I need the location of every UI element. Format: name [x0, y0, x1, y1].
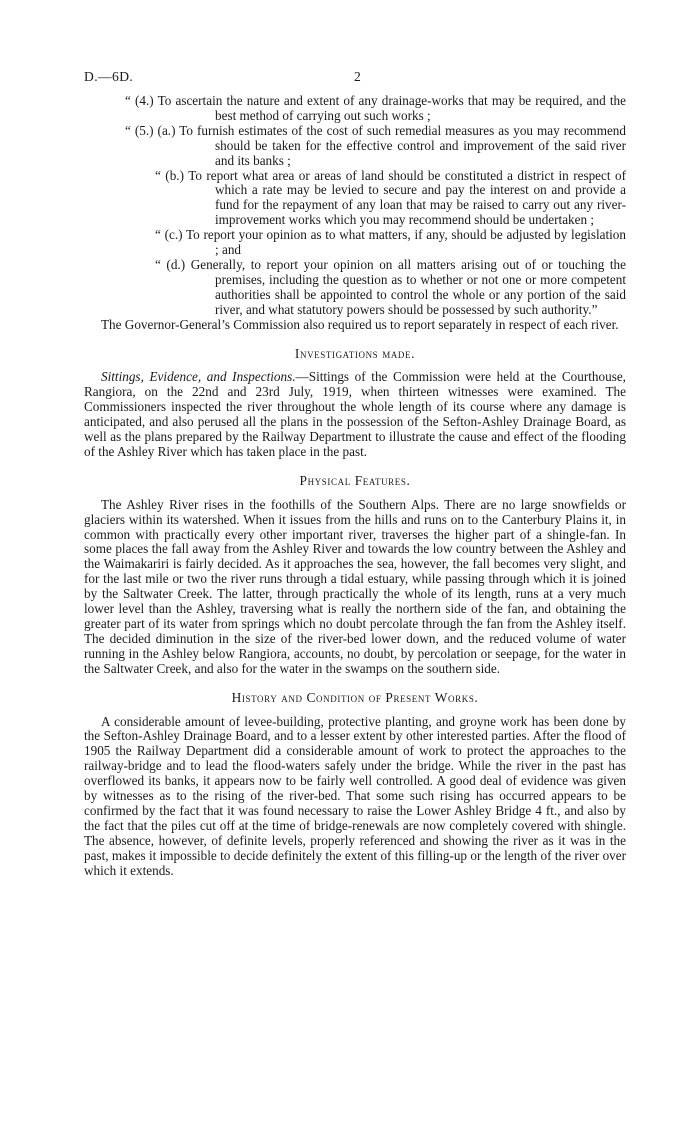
section-heading-investigations: Investigations made. — [294, 345, 416, 361]
item-text: To report what area or areas of land should be constituted a district in respect of which a rate may be levied to secure and pay the interest on and provide a fund for the repayment of any loan that may be raised to carry out any river-improvement works which you may recommend should be undertaken ; — [188, 167, 626, 228]
commission-item-5b — [84, 169, 626, 229]
section-heading-history: History and Condition of Present Works. — [231, 689, 479, 705]
closing-paragraph: The Governor-General’s Commission also required us to report separately in respect of each river. — [101, 316, 619, 332]
item-label: “ (d.) — [155, 256, 191, 272]
commission-item-5d — [84, 258, 626, 318]
section-heading-physical-features: Physical Features. — [299, 472, 411, 488]
commission-item-4 — [84, 94, 626, 124]
page-number: 2 — [354, 69, 361, 84]
item-label: “ (4.) — [125, 93, 158, 108]
item-text: Generally, to report your opinion on all matters arising out of or touching the premises, including the question as to whether or not one or more competent authorities shall be appointed to control the whole or any portion of the said river, and what statutory powers should be possessed by such authority.” — [190, 256, 626, 317]
item-text: To report your opinion as to what matters, if any, should be adjusted by legislation ; and — [186, 227, 626, 258]
page-header — [84, 70, 626, 94]
item-label: “ (b.) — [155, 167, 189, 183]
investigations-paragraph — [84, 370, 626, 459]
investigations-body: —Sittings of the Commission were held at the Courthouse, Rangiora, on the 22nd and 23rd July, 1919, when thirteen witnesses were examined. The Commissioners inspected the river throughout the whole length of its course where any damage is anticipated, and also perused all the plans in the possession of the Sefton-Ashley Drainage Board, as well as the plans prepared by the Railway Department to illustrate the cause and effect of the flooding of the Ashley River which has taken place in the past. — [84, 369, 626, 459]
item-text: To ascertain the nature and extent of any drainage-works that may be required, and the best method of carrying out such works ; — [157, 93, 626, 123]
report-code: D.—6D. — [84, 69, 134, 84]
history-paragraph: A considerable amount of levee-building, protective planting, and groyne work has been done by the Sefton-Ashley Drainage Board, and to a lesser extent by other interested parties. After the flood of 1905 the Railway Department did a considerable amount of work to protect the approaches to the railway-bridge and to lead the flood-waters safely under the bridge. While the river in the past has overflowed its banks, it appears now to be fairly well controlled. A good deal of evidence was given by witnesses as to the rising of the river-bed. That some such rising has occurred appears to be confirmed by the fact that it was found necessary to raise the Lower Ashley Bridge 4 ft., and also by the fact that the piles cut off at the time of bridge-renewals are now completely covered with shingle. The absence, however, of definite levels, properly referenced and showing the river as it was in the past, makes it impossible to decide definitely the extent of this filling-up or the length of the river over which it extends. — [84, 713, 626, 878]
item-label: “ (c.) — [155, 227, 186, 243]
item-text: To furnish estimates of the cost of such remedial measures as you may recommend should be taken for the effective control and improvement of the said river and its banks ; — [179, 122, 626, 168]
investigations-lead: Sittings, Evidence, and Inspections. — [101, 369, 296, 385]
document-page — [84, 70, 626, 879]
item-label: “ (5.) (a.) — [125, 122, 180, 138]
commission-item-5a — [84, 124, 626, 169]
commission-item-5c — [84, 228, 626, 258]
physical-features-paragraph: The Ashley River rises in the foothills of the Southern Alps. There are no large snowfields or glaciers within its watershed. When it issues from the hills and runs on to the Canterbury Plains it, in common with practically every other important river, traverses the higher part of a shingle-fan. In some places the fall away from the Ashley River and towards the low country between the Ashley and the Waimakariri is fairly decided. As it approaches the sea, however, the fall becomes very slight, and for the last mile or two the river runs through a tidal estuary, while passing through which it is joined by the Saltwater Creek. The latter, through practically the whole of its length, runs at a very much lower level than the Ashley, traversing what is really the northern side of the fan, and obtaining the greater part of its water from springs which no doubt percolate through the fan from the Ashley itself. The decided diminution in the size of the river-bed lower down, and the reduced volume of water running in the Ashley below Rangiora, accounts, no doubt, by percolation or seepage, for the water in the Saltwater Creek, and also for the water in the swamps on the southern side. — [84, 496, 626, 676]
